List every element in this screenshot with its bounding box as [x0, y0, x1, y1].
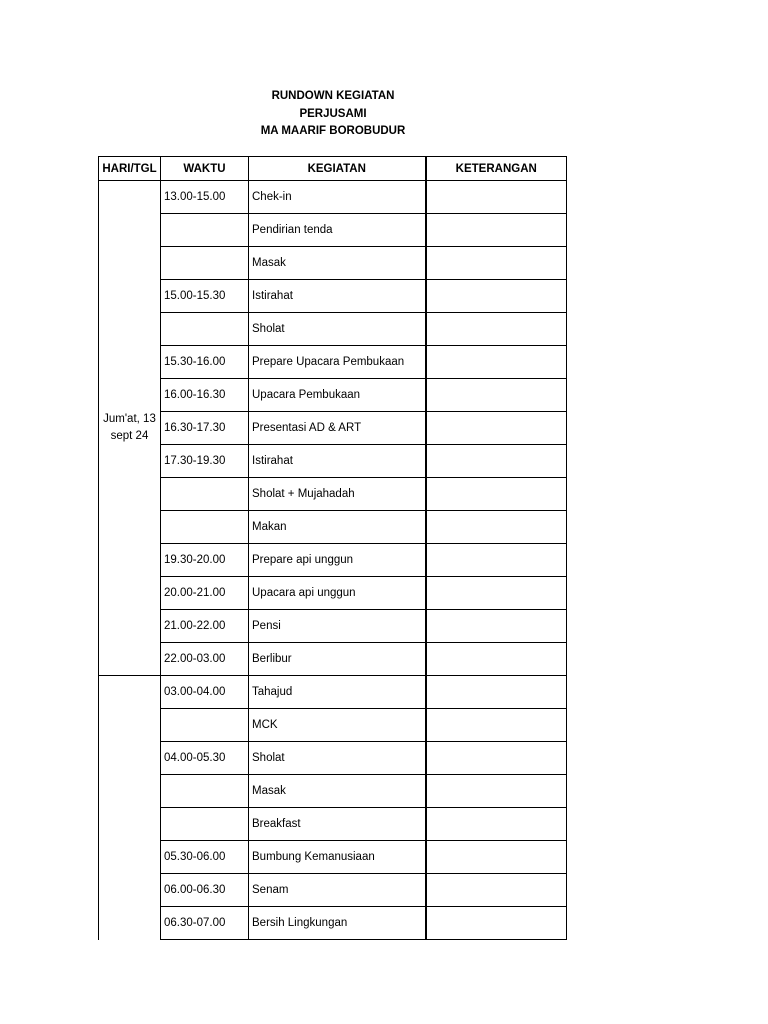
kegiatan-cell: Prepare api unggun [249, 544, 426, 577]
keterangan-cell [426, 412, 567, 445]
table-row [99, 445, 567, 478]
table-row [99, 907, 567, 940]
keterangan-cell [426, 775, 567, 808]
table-row [99, 247, 567, 280]
document-title [0, 88, 666, 141]
title-line-2: PERJUSAMI [299, 107, 367, 120]
waktu-cell: 20.00-21.00 [161, 577, 249, 610]
table-row [99, 808, 567, 841]
keterangan-cell [426, 544, 567, 577]
kegiatan-cell: Prepare Upacara Pembukaan [249, 346, 426, 379]
keterangan-cell [426, 742, 567, 775]
kegiatan-cell: Makan [249, 511, 426, 544]
kegiatan-cell: Upacara Pembukaan [249, 379, 426, 412]
kegiatan-cell: Bersih Lingkungan [249, 907, 426, 940]
keterangan-cell [426, 610, 567, 643]
kegiatan-cell: Breakfast [249, 808, 426, 841]
kegiatan-cell: Upacara api unggun [249, 577, 426, 610]
header-keterangan: KETERANGAN [426, 157, 567, 181]
kegiatan-cell: Masak [249, 247, 426, 280]
keterangan-cell [426, 874, 567, 907]
table-row [99, 412, 567, 445]
waktu-cell: 16.30-17.30 [161, 412, 249, 445]
keterangan-cell [426, 214, 567, 247]
table-row [99, 841, 567, 874]
title-line-1: RUNDOWN KEGIATAN [271, 90, 395, 102]
keterangan-cell [426, 346, 567, 379]
kegiatan-cell: Chek-in [249, 181, 426, 214]
keterangan-cell [426, 478, 567, 511]
keterangan-cell [426, 643, 567, 676]
waktu-cell: 22.00-03.00 [161, 643, 249, 676]
kegiatan-cell: Senam [249, 874, 426, 907]
waktu-cell: 16.00-16.30 [161, 379, 249, 412]
header-kegiatan: KEGIATAN [249, 157, 426, 181]
waktu-cell: 17.30-19.30 [161, 445, 249, 478]
table-row [99, 313, 567, 346]
waktu-cell [161, 214, 249, 247]
kegiatan-cell: Sholat + Mujahadah [249, 478, 426, 511]
kegiatan-cell: Sholat [249, 742, 426, 775]
kegiatan-cell: MCK [249, 709, 426, 742]
waktu-cell [161, 313, 249, 346]
waktu-cell: 04.00-05.30 [161, 742, 249, 775]
table-row [99, 346, 567, 379]
kegiatan-cell: Bumbung Kemanusiaan [249, 841, 426, 874]
table-row [99, 742, 567, 775]
table-row [99, 478, 567, 511]
table-row [99, 577, 567, 610]
kegiatan-cell: Masak [249, 775, 426, 808]
kegiatan-cell: Tahajud [249, 676, 426, 709]
keterangan-cell [426, 313, 567, 346]
table-row [99, 709, 567, 742]
keterangan-cell [426, 841, 567, 874]
keterangan-cell [426, 511, 567, 544]
keterangan-cell [426, 577, 567, 610]
header-row [99, 157, 567, 181]
table-row [99, 874, 567, 907]
waktu-cell: 15.00-15.30 [161, 280, 249, 313]
keterangan-cell [426, 181, 567, 214]
keterangan-cell [426, 907, 567, 940]
waktu-cell: 06.30-07.00 [161, 907, 249, 940]
keterangan-cell [426, 247, 567, 280]
waktu-cell: 19.30-20.00 [161, 544, 249, 577]
waktu-cell [161, 808, 249, 841]
waktu-cell [161, 478, 249, 511]
waktu-cell [161, 511, 249, 544]
kegiatan-cell: Pendirian tenda [249, 214, 426, 247]
waktu-cell: 05.30-06.00 [161, 841, 249, 874]
table-row [99, 544, 567, 577]
kegiatan-cell: Pensi [249, 610, 426, 643]
waktu-cell [161, 709, 249, 742]
table-row [99, 610, 567, 643]
keterangan-cell [426, 379, 567, 412]
keterangan-cell [426, 445, 567, 478]
keterangan-cell [426, 676, 567, 709]
rundown-table [98, 156, 567, 940]
waktu-cell [161, 247, 249, 280]
keterangan-cell [426, 280, 567, 313]
table-row [99, 280, 567, 313]
kegiatan-cell: Presentasi AD & ART [249, 412, 426, 445]
table-row [99, 643, 567, 676]
header-hari: HARI/TGL [99, 157, 161, 181]
table-body [99, 181, 567, 940]
waktu-cell: 06.00-06.30 [161, 874, 249, 907]
table-row [99, 775, 567, 808]
waktu-cell [161, 775, 249, 808]
title-line-3: MA MAARIF BOROBUDUR [260, 125, 406, 137]
waktu-cell: 21.00-22.00 [161, 610, 249, 643]
table-row [99, 676, 567, 709]
table-row [99, 214, 567, 247]
keterangan-cell [426, 709, 567, 742]
day-cell-2 [99, 676, 161, 940]
day-cell-1: Jum'at, 13 sept 24 [99, 181, 161, 676]
kegiatan-cell: Sholat [249, 313, 426, 346]
table-row [99, 379, 567, 412]
table-row [99, 181, 567, 214]
waktu-cell: 13.00-15.00 [161, 181, 249, 214]
kegiatan-cell: Berlibur [249, 643, 426, 676]
table-row [99, 511, 567, 544]
header-waktu: WAKTU [161, 157, 249, 181]
kegiatan-cell: Istirahat [249, 445, 426, 478]
waktu-cell: 03.00-04.00 [161, 676, 249, 709]
waktu-cell: 15.30-16.00 [161, 346, 249, 379]
keterangan-cell [426, 808, 567, 841]
kegiatan-cell: Istirahat [249, 280, 426, 313]
